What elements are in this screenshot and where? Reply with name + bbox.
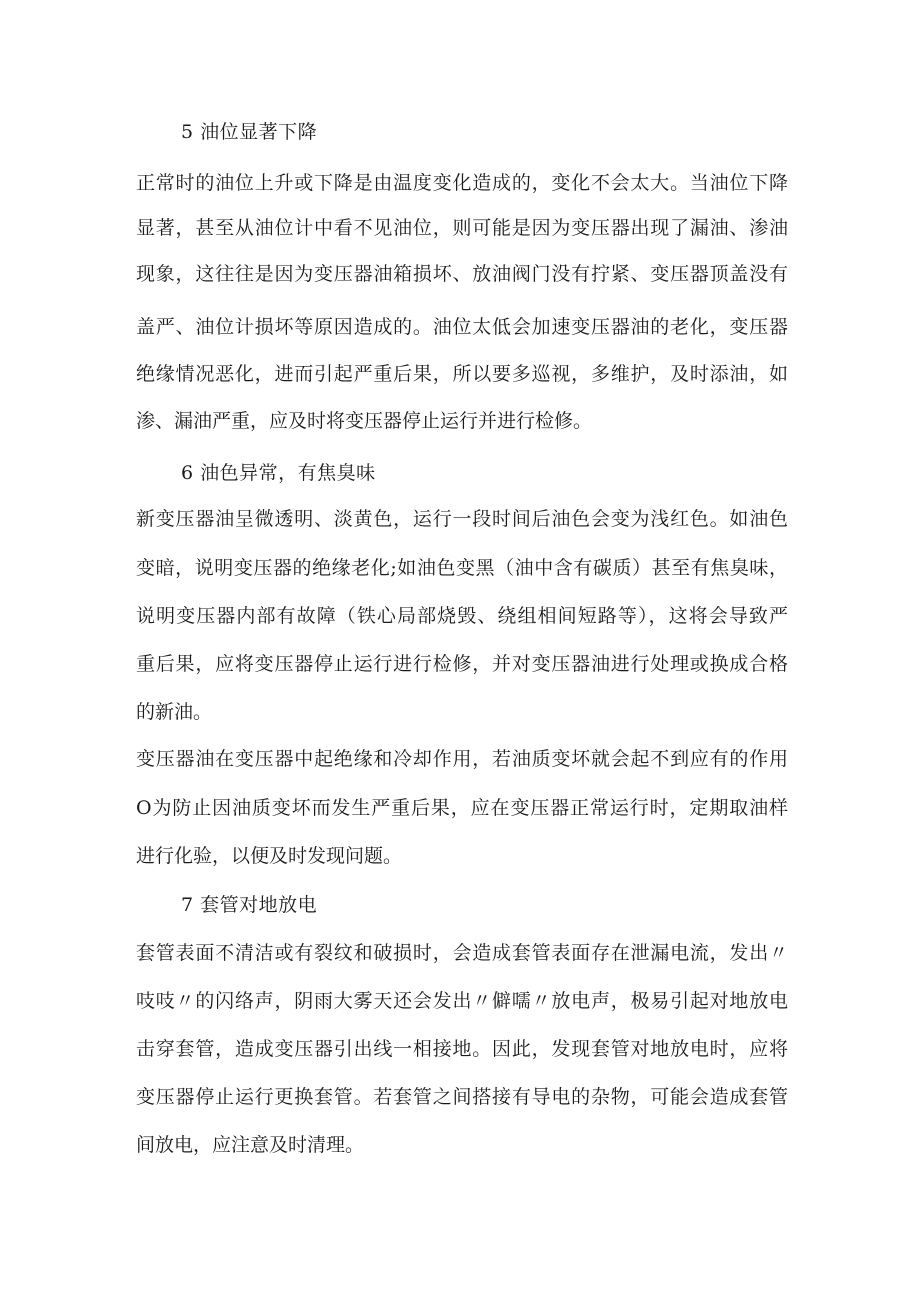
section-heading-5: 5 油位显著下降 — [181, 121, 318, 143]
section-heading-7: 7 套管对地放电 — [181, 894, 318, 916]
paragraph-line: O为防止因油质变坏而发生严重后果，应在变压器正常运行时，定期取油样 — [136, 797, 788, 819]
paragraph-line: 盖严、油位计损坏等原因造成的。油位太低会加速变压器油的老化，变压器 — [136, 316, 788, 338]
paragraph-line: 的新油。 — [136, 701, 213, 723]
paragraph-line: 现象，这往往是因为变压器油箱损坏、放油阀门没有拧紧、变压器顶盖没有 — [136, 263, 788, 285]
paragraph-line: 变压器停止运行更换套管。若套管之间搭接有导电的杂物，可能会造成套管 — [136, 1086, 788, 1108]
paragraph-line: 重后果，应将变压器停止运行进行检修，并对变压器油进行处理或换成合格 — [136, 653, 788, 675]
paragraph-line: 吱吱〃的闪络声，阴雨大雾天还会发出〃僻嚅〃放电声，极易引起对地放电 — [136, 990, 788, 1012]
paragraph-line: 渗、漏油严重，应及时将变压器停止运行并进行检修。 — [136, 410, 593, 432]
paragraph-line: 显著，甚至从油位计中看不见油位，则可能是因为变压器出现了漏油、渗油 — [136, 217, 788, 239]
paragraph-line: 说明变压器内部有故障（铁心局部烧毁、绕组相间短路等），这将会导致严 — [136, 605, 788, 627]
paragraph-line: 绝缘情况恶化，进而引起严重后果，所以要多巡视，多维护，及时添油，如 — [136, 363, 788, 385]
paragraph-line: 新变压器油呈微透明、淡黄色，运行一段时间后油色会变为浅红色。如油色 — [136, 508, 788, 530]
paragraph-line: 间放电，应注意及时清理。 — [136, 1134, 365, 1156]
paragraph-line: 变暗，说明变压器的绝缘老化;如油色变黑（油中含有碳质）甚至有焦臭味， — [136, 557, 788, 579]
paragraph-line: 击穿套管，造成变压器引出线一相接地。因此，发现套管对地放电时，应将 — [136, 1038, 788, 1060]
section-heading-6: 6 油色异常，有焦臭味 — [181, 462, 376, 484]
paragraph-line: 进行化验，以便及时发现问题。 — [136, 845, 403, 867]
paragraph-line: 正常时的油位上升或下降是由温度变化造成的，变化不会太大。当油位下降 — [136, 172, 788, 194]
paragraph-line: 变压器油在变压器中起绝缘和冷却作用，若油质变坏就会起不到应有的作用 — [136, 748, 788, 770]
paragraph-line: 套管表面不清洁或有裂纹和破损时，会造成套管表面存在泄漏电流，发出〃 — [136, 942, 788, 964]
